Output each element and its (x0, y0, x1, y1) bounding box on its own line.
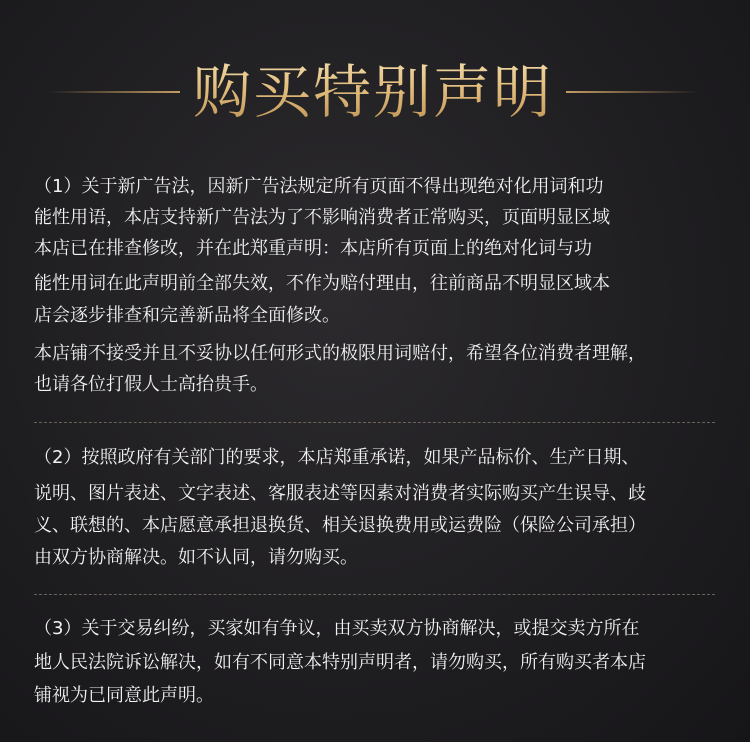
section-2-line-3: 义、联想的、本店愿意承担退换货、相关退换费用或运费险（保险公司承担） (34, 515, 646, 536)
section-1-line-4: 能性用词在此声明前全部失效，不作为赔付理由，往前商品不明显区域本 (34, 273, 610, 294)
section-1-line-2: 能性用语，本店支持新广告法为了不影响消费者正常购买，页面明显区域 (34, 207, 610, 228)
section-3-line-2: 地人民法院诉讼解决，如有不同意本特别声明者，请勿购买，所有购买者本店 (34, 652, 646, 673)
page-title: 购买特别声明 (180, 52, 566, 132)
section-2-line-2: 说明、图片表述、文字表述、客服表述等因素对消费者实际购买产生误导、歧 (34, 483, 646, 504)
header (0, 52, 750, 132)
section-1-line-7: 也请各位打假人士高抬贵手。 (34, 374, 268, 395)
section-3-line-1: （3）关于交易纠纷，买家如有争议，由买卖双方协商解决，或提交卖方所在 (34, 618, 640, 639)
section-3-line-3: 铺视为已同意此声明。 (34, 685, 214, 706)
section-2-line-4: 由双方协商解决。如不认同，请勿购买。 (34, 547, 358, 568)
section-1-line-3: 本店已在排查修改，并在此郑重声明：本店所有页面上的绝对化词与功 (34, 238, 592, 259)
section-2-line-1: （2）按照政府有关部门的要求，本店郑重承诺，如果产品标价、生产日期、 (34, 447, 640, 468)
title-left-rule (48, 91, 180, 93)
section-1-line-6: 本店铺不接受并且不妥协以任何形式的极限用词赔付，希望各位消费者理解， (34, 343, 646, 364)
section-divider-2 (34, 594, 715, 595)
section-divider-1 (34, 422, 715, 423)
title-right-rule (566, 91, 698, 93)
section-1-line-1: （1）关于新广告法，因新广告法规定所有页面不得出现绝对化用词和功 (34, 176, 604, 197)
section-1-line-5: 店会逐步排查和完善新品将全面修改。 (34, 305, 340, 326)
